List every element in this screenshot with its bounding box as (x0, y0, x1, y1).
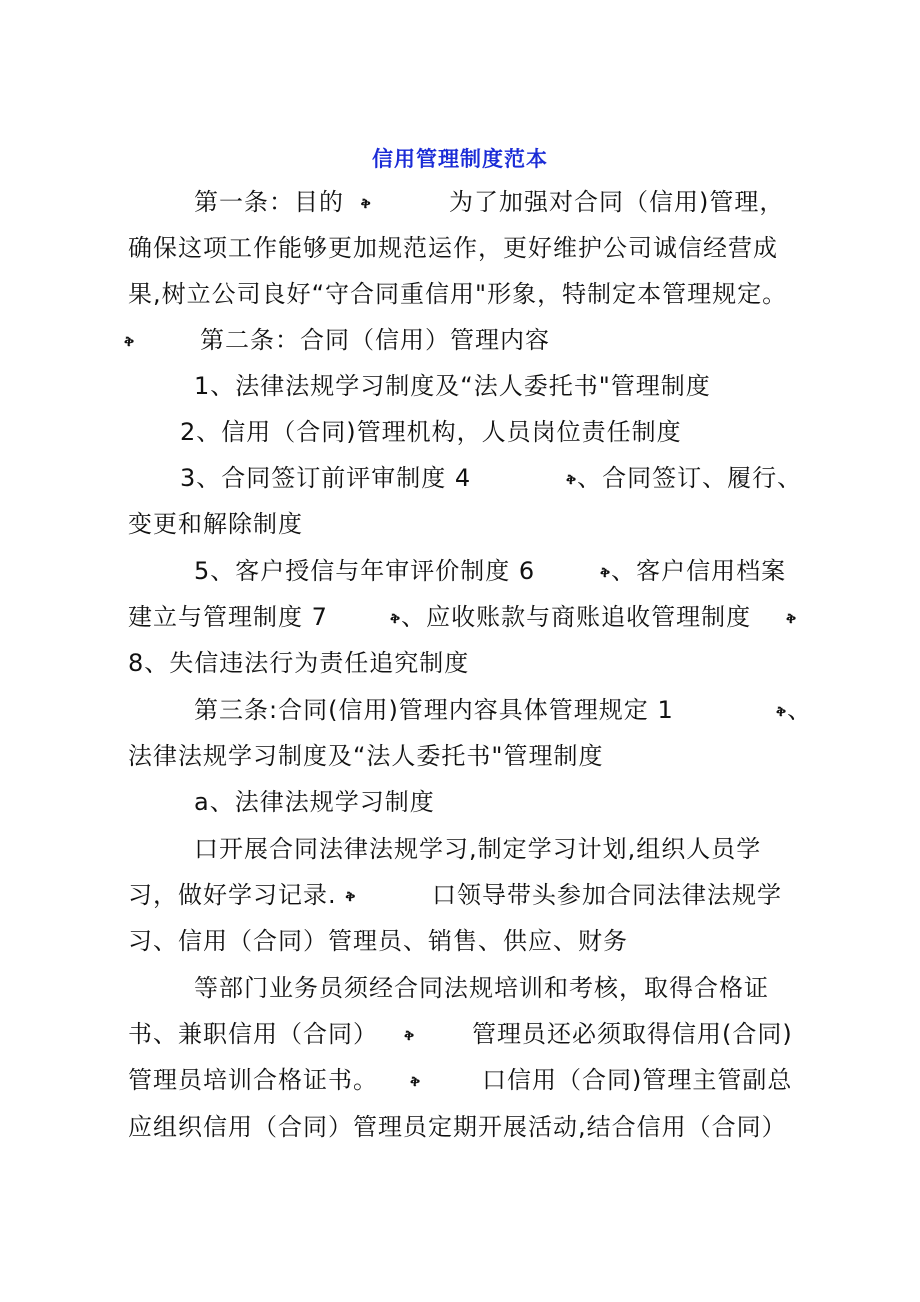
text-line (128, 926, 628, 956)
text-segment: 建立与管理制度 7 (128, 603, 328, 631)
text-segment: 等部门业务员须经合同法规培训和考核，取得合格证 (194, 974, 769, 1002)
text-segment: 果,树立公司良好“守合同重信用"形象，特制定本管理规定。 (128, 280, 788, 308)
text-segment: 法律法规学习制度及“法人委托书"管理制度 (128, 742, 604, 770)
text-segment: 习、信用（合同）管理员、销售、供应、财务 (128, 927, 628, 955)
text-segment: 第一条：目的 (194, 188, 344, 216)
text-line (180, 463, 471, 493)
document-title: 信用管理制度范本 (372, 147, 548, 171)
text-line (776, 695, 812, 726)
text-line (200, 325, 550, 355)
paragraph-mark: ቅ (600, 563, 612, 581)
text-line (786, 602, 797, 633)
text-segment: 3、合同签订前评审制度 4 (180, 464, 472, 492)
text-segment: 、客户信用档案 (611, 557, 787, 585)
text-line (128, 1065, 378, 1095)
text-line (482, 1065, 792, 1095)
text-segment: 第二条：合同（信用）管理内容 (200, 326, 550, 354)
text-line (194, 973, 769, 1003)
text-line (194, 556, 535, 586)
paragraph-mark: ቅ (410, 1072, 422, 1090)
text-segment: 习，做好学习记录. (128, 881, 337, 909)
text-segment: 为了加强对合同（信用)管理， (449, 188, 785, 216)
text-line (410, 1065, 421, 1096)
text-line (180, 417, 682, 447)
paragraph-mark: ቅ (404, 1026, 416, 1044)
text-segment: 、 (787, 696, 813, 724)
text-line (128, 602, 328, 632)
text-segment: 口开展合同法律法规学习,制定学习计划,组织人员学 (194, 835, 762, 863)
text-line (390, 602, 751, 633)
text-line (566, 463, 802, 494)
text-segment: a、法律法规学习制度 (194, 788, 435, 816)
paragraph-mark: ቅ (786, 609, 798, 627)
text-segment: 第三条:合同(信用)管理内容具体管理规定 1 (194, 696, 674, 724)
text-segment: 确保这项工作能够更加规范运作，更好维护公司诚信经营成 (128, 234, 778, 262)
text-line (124, 325, 135, 356)
text-segment: 5、客户授信与年审评价制度 6 (194, 557, 536, 585)
text-line (128, 880, 356, 911)
paragraph-mark: ቅ (390, 609, 402, 627)
text-segment: 应组织信用（合同）管理员定期开展活动,结合信用（合同） (128, 1113, 787, 1141)
text-line (194, 834, 761, 864)
text-line (128, 648, 469, 678)
paragraph-mark: ቅ (566, 470, 578, 488)
text-line (128, 233, 778, 263)
text-segment: 管理员还必须取得信用(合同) (472, 1020, 793, 1048)
text-segment: 管理员培训合格证书。 (128, 1066, 378, 1094)
text-line (449, 187, 784, 217)
text-line (194, 371, 711, 401)
text-line (128, 509, 303, 539)
text-line (128, 279, 787, 309)
text-segment: 口领导带头参加合同法律法规学 (432, 881, 782, 909)
text-line (432, 880, 782, 910)
text-segment: 、应收账款与商账追收管理制度 (401, 603, 752, 631)
text-line (194, 787, 435, 817)
text-segment: 2、信用（合同)管理机构，人员岗位责任制度 (180, 418, 682, 446)
text-segment: 1、法律法规学习制度及“法人委托书"管理制度 (194, 372, 711, 400)
text-line (128, 1112, 787, 1142)
text-line (128, 1019, 378, 1049)
paragraph-mark: ቅ (345, 887, 357, 905)
text-segment: 8、失信违法行为责任追究制度 (128, 649, 470, 677)
text-segment: 变更和解除制度 (128, 510, 303, 538)
text-segment: 、合同签订、履行、 (577, 464, 803, 492)
text-segment: 书、兼职信用（合同） (128, 1020, 378, 1048)
text-line (600, 556, 786, 587)
text-line (472, 1019, 793, 1049)
text-line (128, 741, 603, 771)
text-line (404, 1019, 415, 1050)
text-line (194, 187, 372, 218)
text-line (194, 695, 674, 725)
paragraph-mark: ቅ (360, 194, 372, 212)
text-segment: 口信用（合同)管理主管副总 (482, 1066, 793, 1094)
paragraph-mark: ቅ (776, 702, 788, 720)
paragraph-mark: ቅ (124, 332, 136, 350)
